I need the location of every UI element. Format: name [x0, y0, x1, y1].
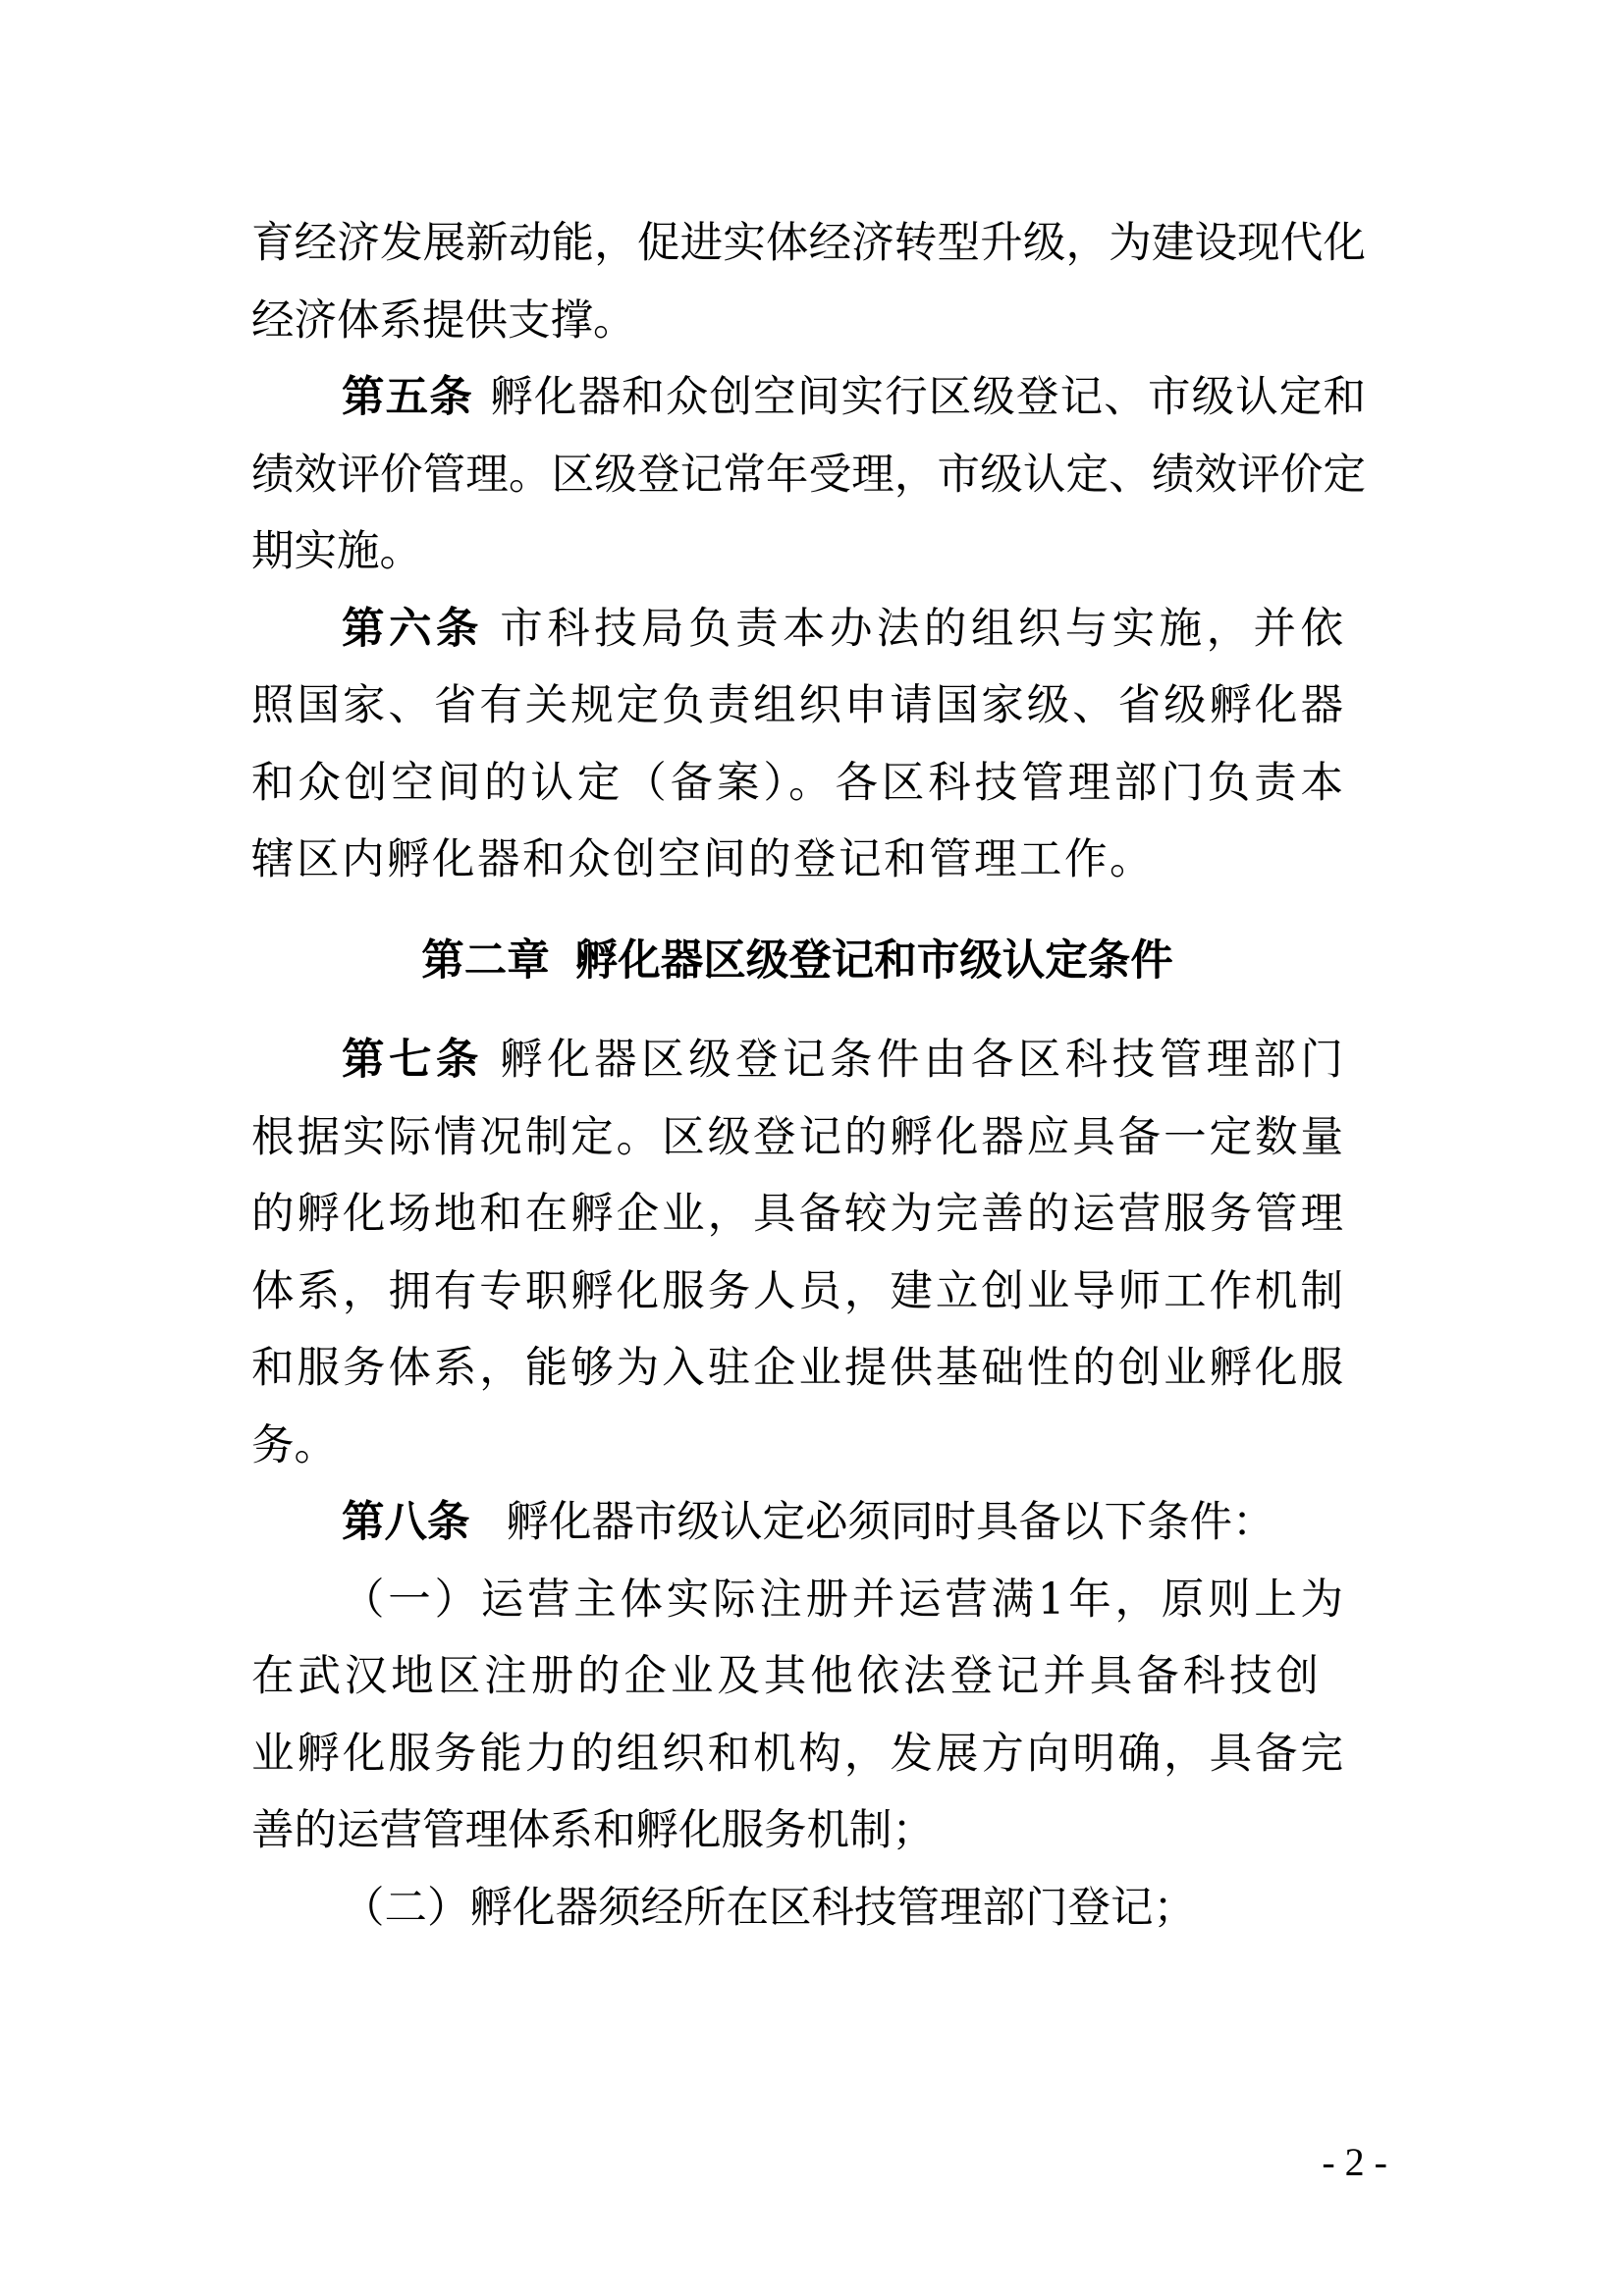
text-line: 辖区内孵化器和众创空间的登记和管理工作。	[251, 835, 1155, 884]
text-line	[251, 591, 1343, 668]
text-line	[251, 1022, 1343, 1099]
text-line: 根据实际情况制定。区级登记的孵化器应具备一定数量	[251, 1112, 1343, 1162]
article-paragraph	[251, 359, 1366, 591]
text-line: 和众创空间的认定（备案）。各区科技管理部门负责本	[251, 758, 1343, 808]
article-number: 第七条	[342, 1036, 483, 1085]
text-line: 绩效评价管理。区级登记常年受理，市级认定、绩效评价定	[251, 450, 1366, 500]
list-item	[251, 1870, 1366, 1948]
text-line: 业孵化服务能力的组织和机构，发展方向明确，具备完	[251, 1729, 1343, 1779]
text-line: 体系，拥有专职孵化服务人员，建立创业导师工作机制	[251, 1266, 1343, 1316]
chapter-number: 第二章	[421, 934, 550, 986]
article-text: 孵化器区级登记条件由各区科技管理部门	[500, 1036, 1344, 1085]
text-line: （二）孵化器须经所在区科技管理部门登记；	[342, 1883, 1196, 1933]
text-line: 经济体系提供支撑。	[251, 295, 636, 346]
list-item	[251, 1562, 1366, 1870]
article-text: 市科技局负责本办法的组织与实施，并依	[500, 604, 1344, 654]
article-paragraph	[251, 1022, 1366, 1484]
article-number: 第八条	[342, 1498, 470, 1547]
text-line: 的孵化场地和在孵企业，具备较为完善的运营服务管理	[251, 1190, 1343, 1239]
text-line: 务。	[251, 1420, 337, 1470]
article-paragraph	[251, 591, 1366, 899]
chapter-title: 孵化器区级登记和市级认定条件	[574, 934, 1173, 986]
text-line: 育经济发展新动能，促进实体经济转型升级，为建设现代化	[251, 219, 1366, 268]
text-line: 在武汉地区注册的企业及其他依法登记并具备科技创	[251, 1652, 1319, 1701]
article-number: 第五条	[342, 373, 473, 422]
text-line	[251, 359, 1366, 437]
text-line: 善的运营管理体系和孵化服务机制；	[251, 1806, 935, 1855]
text-line: 照国家、省有关规定负责组织申请国家级、省级孵化器	[251, 681, 1343, 730]
chapter-heading	[251, 899, 1343, 1023]
page-number: - 2 -	[1322, 2140, 1387, 2184]
text-line: （一）运营主体实际注册并运营满1年，原则上为	[342, 1575, 1343, 1625]
article-text: 孵化器市级认定必须同时具备以下条件：	[506, 1498, 1275, 1547]
article-number: 第六条	[342, 604, 483, 654]
paragraph	[251, 205, 1366, 359]
article-paragraph	[251, 1484, 1366, 1562]
page-body	[251, 205, 1366, 1947]
text-line: 和服务体系，能够为入驻企业提供基础性的创业孵化服	[251, 1344, 1343, 1393]
text-line: 期实施。	[251, 527, 422, 576]
text-line	[251, 1484, 1343, 1562]
article-text: 孵化器和众创空间实行区级登记、市级认定和	[490, 373, 1367, 422]
